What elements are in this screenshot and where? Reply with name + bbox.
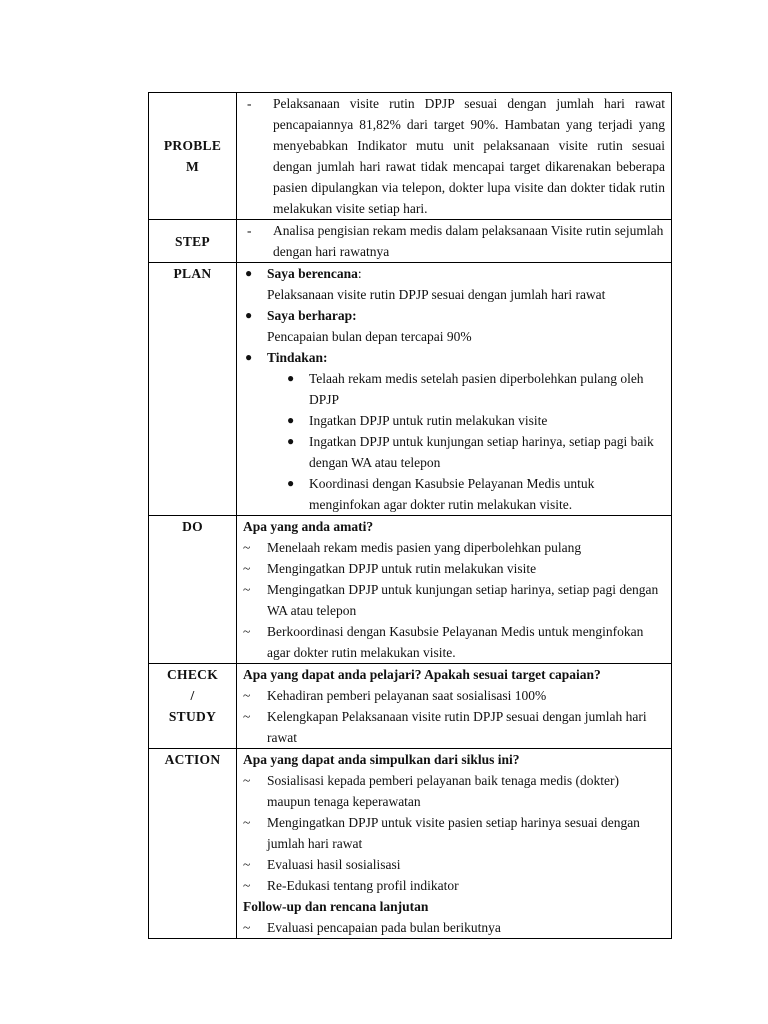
tilde-marker: ~ (243, 624, 251, 639)
step-text: Analisa pengisian rekam medis dalam pelaksanaan Visite rutin sejumlah dengan hari rawatnya (273, 223, 664, 259)
do-item (243, 621, 665, 663)
step-label: STEP (175, 233, 210, 249)
tilde-marker: ~ (243, 773, 251, 788)
problem-content-cell (237, 93, 672, 220)
plan-berharap-heading: Saya berharap: (267, 308, 357, 323)
action-item (243, 812, 665, 854)
plan-tindakan-subitem (243, 410, 665, 431)
action-label-cell (149, 749, 237, 939)
followup-heading: Follow-up dan rencana lanjutan (243, 899, 429, 914)
action-heading: Apa yang dapat anda simpulkan dari siklus ini? (243, 752, 520, 767)
bullet-marker: ● (287, 434, 295, 448)
step-item (243, 220, 665, 262)
do-item (243, 558, 665, 579)
problem-label: PROBLE M (163, 138, 222, 174)
check-content-cell (237, 664, 672, 749)
check-heading: Apa yang dapat anda pelajari? Apakah sesuai target capaian? (243, 667, 601, 682)
plan-tindakan-subitem (243, 431, 665, 473)
do-content-cell (237, 516, 672, 664)
plan-berharap-text: Pencapaian bulan depan tercapai 90% (267, 329, 472, 344)
bullet-marker: ● (245, 266, 253, 280)
bullet-marker: ● (287, 371, 295, 385)
do-item-text: Menelaah rekam medis pasien yang diperbolehkan pulang (267, 540, 582, 555)
step-content-cell (237, 220, 672, 263)
action-item (243, 854, 665, 875)
bullet-marker: ● (287, 476, 295, 490)
followup-item-text: Evaluasi pencapaian pada bulan berikutnya (267, 920, 501, 935)
plan-tindakan-text: Telaah rekam medis setelah pasien diperbolehkan pulang oleh DPJP (309, 371, 644, 407)
pdsa-table (148, 92, 672, 939)
check-row (149, 664, 672, 749)
action-item-text: Re-Edukasi tentang profil indikator (267, 878, 459, 893)
action-item (243, 770, 665, 812)
followup-item (243, 917, 665, 938)
tilde-marker: ~ (243, 561, 251, 576)
check-item-text: Kehadiran pemberi pelayanan saat sosialisasi 100% (267, 688, 547, 703)
plan-berencana-item (243, 263, 665, 284)
do-label: DO (182, 519, 203, 534)
tilde-marker: ~ (243, 857, 251, 872)
check-item (243, 706, 665, 748)
plan-tindakan-subitem (243, 473, 665, 515)
action-content-cell (237, 749, 672, 939)
problem-label-cell (149, 93, 237, 220)
do-item-text: Mengingatkan DPJP untuk rutin melakukan visite (267, 561, 537, 576)
bullet-marker: ● (245, 350, 253, 364)
problem-text: Pelaksanaan visite rutin DPJP sesuai dengan jumlah hari rawat pencapaiannya 81,82% dari target 90%. Hambatan yang terjadi yang menyebabkan Indikator mutu unit pelaksanaan visite rutin sesuai dengan jumlah hari rawat tidak mencapai target dikarenakan beberapa pasien dipulangkan via telepon, dokter lupa visite dan dokter tidak rutin melakukan visite setiap hari. (273, 96, 665, 216)
tilde-marker: ~ (243, 540, 251, 555)
bullet-marker: ● (287, 413, 295, 427)
action-item-text: Sosialisasi kepada pemberi pelayanan baik tenaga medis (dokter) maupun tenaga keperawatan (267, 773, 620, 809)
dash-marker: - (247, 96, 252, 111)
tilde-marker: ~ (243, 709, 251, 724)
plan-berharap-item (243, 305, 665, 326)
do-heading: Apa yang anda amati? (243, 519, 374, 534)
plan-tindakan-subitem (243, 368, 665, 410)
action-item-text: Mengingatkan DPJP untuk visite pasien setiap harinya sesuai dengan jumlah hari rawat (267, 815, 640, 851)
plan-label-cell (149, 263, 237, 516)
do-item-text: Berkoordinasi dengan Kasubsie Pelayanan Medis untuk menginfokan agar dokter rutin melakukan visite. (267, 624, 644, 660)
plan-berencana-colon: : (357, 266, 362, 281)
bullet-marker: ● (245, 308, 253, 322)
action-label: ACTION (164, 752, 221, 767)
plan-berencana-heading: Saya berencana (267, 266, 358, 281)
plan-berencana-text: Pelaksanaan visite rutin DPJP sesuai dengan jumlah hari rawat (267, 287, 606, 302)
action-item (243, 875, 665, 896)
tilde-marker: ~ (243, 688, 251, 703)
plan-label: PLAN (173, 266, 212, 281)
step-label-cell (149, 220, 237, 263)
plan-row (149, 263, 672, 516)
do-row (149, 516, 672, 664)
problem-item (243, 93, 665, 219)
plan-tindakan-text: Ingatkan DPJP untuk rutin melakukan visite (309, 413, 548, 428)
plan-tindakan-item (243, 347, 665, 368)
action-item-text: Evaluasi hasil sosialisasi (267, 857, 401, 872)
tilde-marker: ~ (243, 878, 251, 893)
check-label: CHECK / STUDY (167, 667, 219, 724)
plan-content-cell (237, 263, 672, 516)
check-item-text: Kelengkapan Pelaksanaan visite rutin DPJP sesuai dengan jumlah hari rawat (267, 709, 647, 745)
action-row (149, 749, 672, 939)
plan-tindakan-heading: Tindakan: (267, 350, 328, 365)
do-item-text: Mengingatkan DPJP untuk kunjungan setiap harinya, setiap pagi dengan WA atau telepon (267, 582, 659, 618)
check-item (243, 685, 665, 706)
tilde-marker: ~ (243, 815, 251, 830)
problem-row (149, 93, 672, 220)
plan-tindakan-text: Koordinasi dengan Kasubsie Pelayanan Medis untuk menginfokan agar dokter rutin melakukan visite. (309, 476, 595, 512)
do-label-cell (149, 516, 237, 664)
plan-tindakan-text: Ingatkan DPJP untuk kunjungan setiap harinya, setiap pagi baik dengan WA atau telepon (309, 434, 654, 470)
do-item (243, 537, 665, 558)
do-item (243, 579, 665, 621)
dash-marker: - (247, 223, 252, 238)
check-label-cell (149, 664, 237, 749)
tilde-marker: ~ (243, 920, 251, 935)
tilde-marker: ~ (243, 582, 251, 597)
step-row (149, 220, 672, 263)
